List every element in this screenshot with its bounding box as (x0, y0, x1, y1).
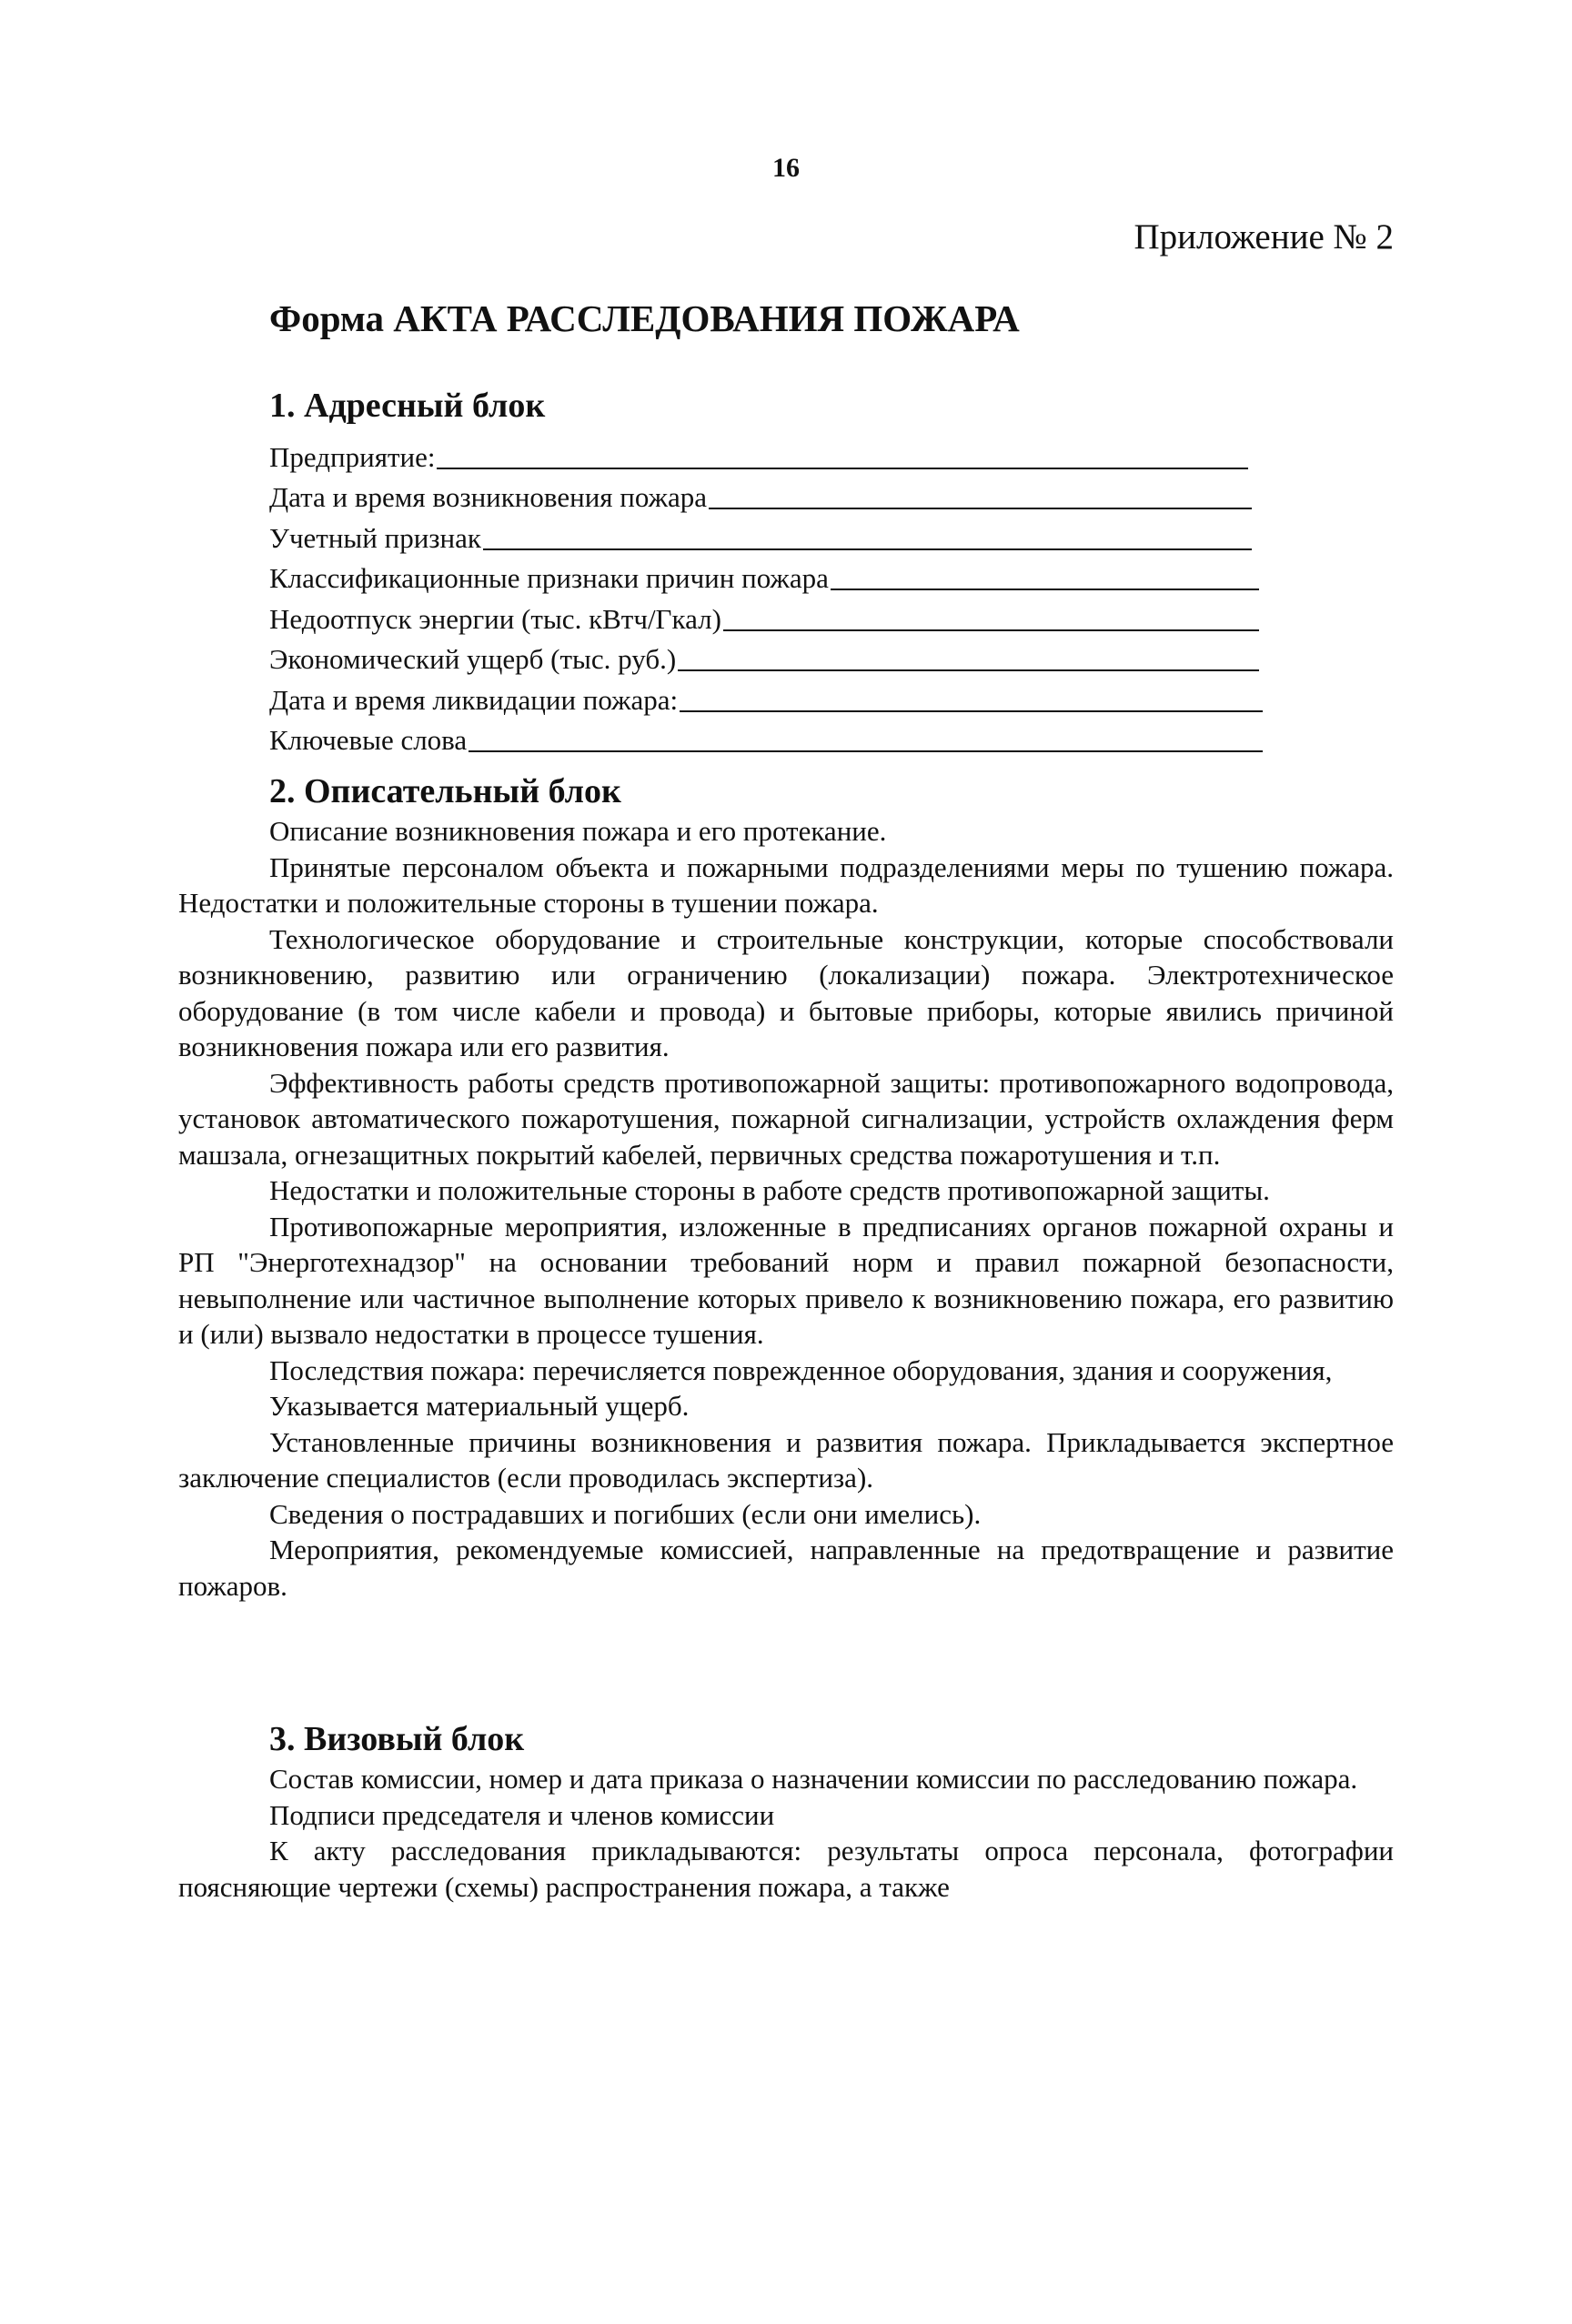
field-accounting-feature (269, 516, 1252, 557)
field-label: Экономический ущерб (тыс. руб.) (269, 643, 677, 675)
paragraph: Последствия пожара: перечисляется поврежденное оборудования, здания и сооружения, (269, 1353, 1333, 1386)
field-blank-line (680, 710, 1263, 712)
field-label: Ключевые слова (269, 724, 468, 756)
field-blank-line (437, 468, 1248, 469)
paragraph: Недостатки и положительные стороны в работе средств противопожарной защиты. (269, 1174, 1270, 1206)
paragraph: Технологическое оборудование и строительные конструкции, которые способствовали возникновению, развитию или ограничению (локализации) пожара. Электротехническое оборудование (в том числе кабели и провода) и бытовые приборы, которые явились причиной возникновения пожара или его развития. (178, 922, 1394, 1062)
paragraph: Указывается материальный ущерб. (269, 1390, 690, 1422)
paragraph: Установленные причины возникновения и развития пожара. Прикладывается экспертное заключение специалистов (если проводилась экспертиза). (178, 1425, 1394, 1494)
paragraph: Сведения о пострадавших и погибших (если они имелись). (269, 1497, 982, 1530)
field-fire-start-datetime (269, 476, 1252, 517)
field-label: Дата и время ликвидации пожара: (269, 683, 679, 716)
field-fire-end-datetime (269, 678, 1263, 719)
paragraph: Подписи председателя и членов комиссии (269, 1798, 775, 1831)
paragraph: Принятые персоналом объекта и пожарными подразделениями меры по тушению пожара. Недостатки и положительные стороны в тушении пожара. (178, 850, 1394, 919)
paragraph: Эффективность работы средств противопожарной защиты: противопожарного водопровода, установок автоматического пожаротушения, пожарной сигнализации, устройств охлаждения ферм машзала, огнезащитных покрытий кабелей, первичных средства пожаротушения и т.п. (178, 1066, 1394, 1171)
field-label: Учетный признак (269, 521, 481, 554)
paragraph: Мероприятия, рекомендуемые комиссией, направленные на предотвращение и развитие пожаров. (178, 1534, 1394, 1602)
field-keywords (269, 719, 1263, 760)
section-heading-address: 1. Адресный блок (269, 387, 546, 425)
document-title: Форма АКТА РАССЛЕДОВАНИЯ ПОЖАРА (269, 297, 1020, 339)
section-heading-descriptive: 2. Описательный блок (269, 772, 621, 810)
appendix-label: Приложение № 2 (1134, 217, 1394, 257)
field-blank-line (831, 589, 1259, 590)
paragraph: К акту расследования прикладываются: результаты опроса персонала, фотографии поясняющие чертежи (схемы) распространения пожара, а также (178, 1835, 1394, 1903)
field-blank-line (469, 750, 1263, 752)
paragraph: Противопожарные мероприятия, изложенные в предписаниях органов пожарной охраны и РП "Энерготехнадзор" на основании требований норм и правил пожарной безопасности, невыполнение или частичное выполнение которых привело к возникновению пожара, его развитию и (или) вызвало недостатки в процессе тушения. (178, 1210, 1394, 1350)
address-field-list (269, 435, 1259, 759)
field-enterprise (269, 435, 1248, 476)
descriptive-text-block (178, 813, 1394, 1604)
field-label: Предприятие: (269, 440, 436, 473)
section-heading-visa: 3. Визовый блок (269, 1720, 525, 1758)
visa-text-block (178, 1761, 1394, 1905)
field-blank-line (709, 508, 1252, 509)
field-label: Недоотпуск энергии (тыс. кВтч/Гкал) (269, 602, 721, 635)
field-classification-causes (269, 557, 1259, 598)
field-blank-line (678, 669, 1259, 671)
paragraph: Состав комиссии, номер и дата приказа о назначении комиссии по расследованию пожара. (269, 1763, 1358, 1795)
field-energy-undersupply (269, 597, 1259, 638)
field-blank-line (723, 629, 1259, 631)
paragraph: Описание возникновения пожара и его протекание. (269, 815, 887, 847)
field-label: Классификационные признаки причин пожара (269, 562, 829, 594)
page-number: 16 (772, 153, 800, 183)
field-label: Дата и время возникновения пожара (269, 481, 708, 513)
field-blank-line (483, 548, 1252, 550)
field-economic-damage (269, 638, 1259, 679)
